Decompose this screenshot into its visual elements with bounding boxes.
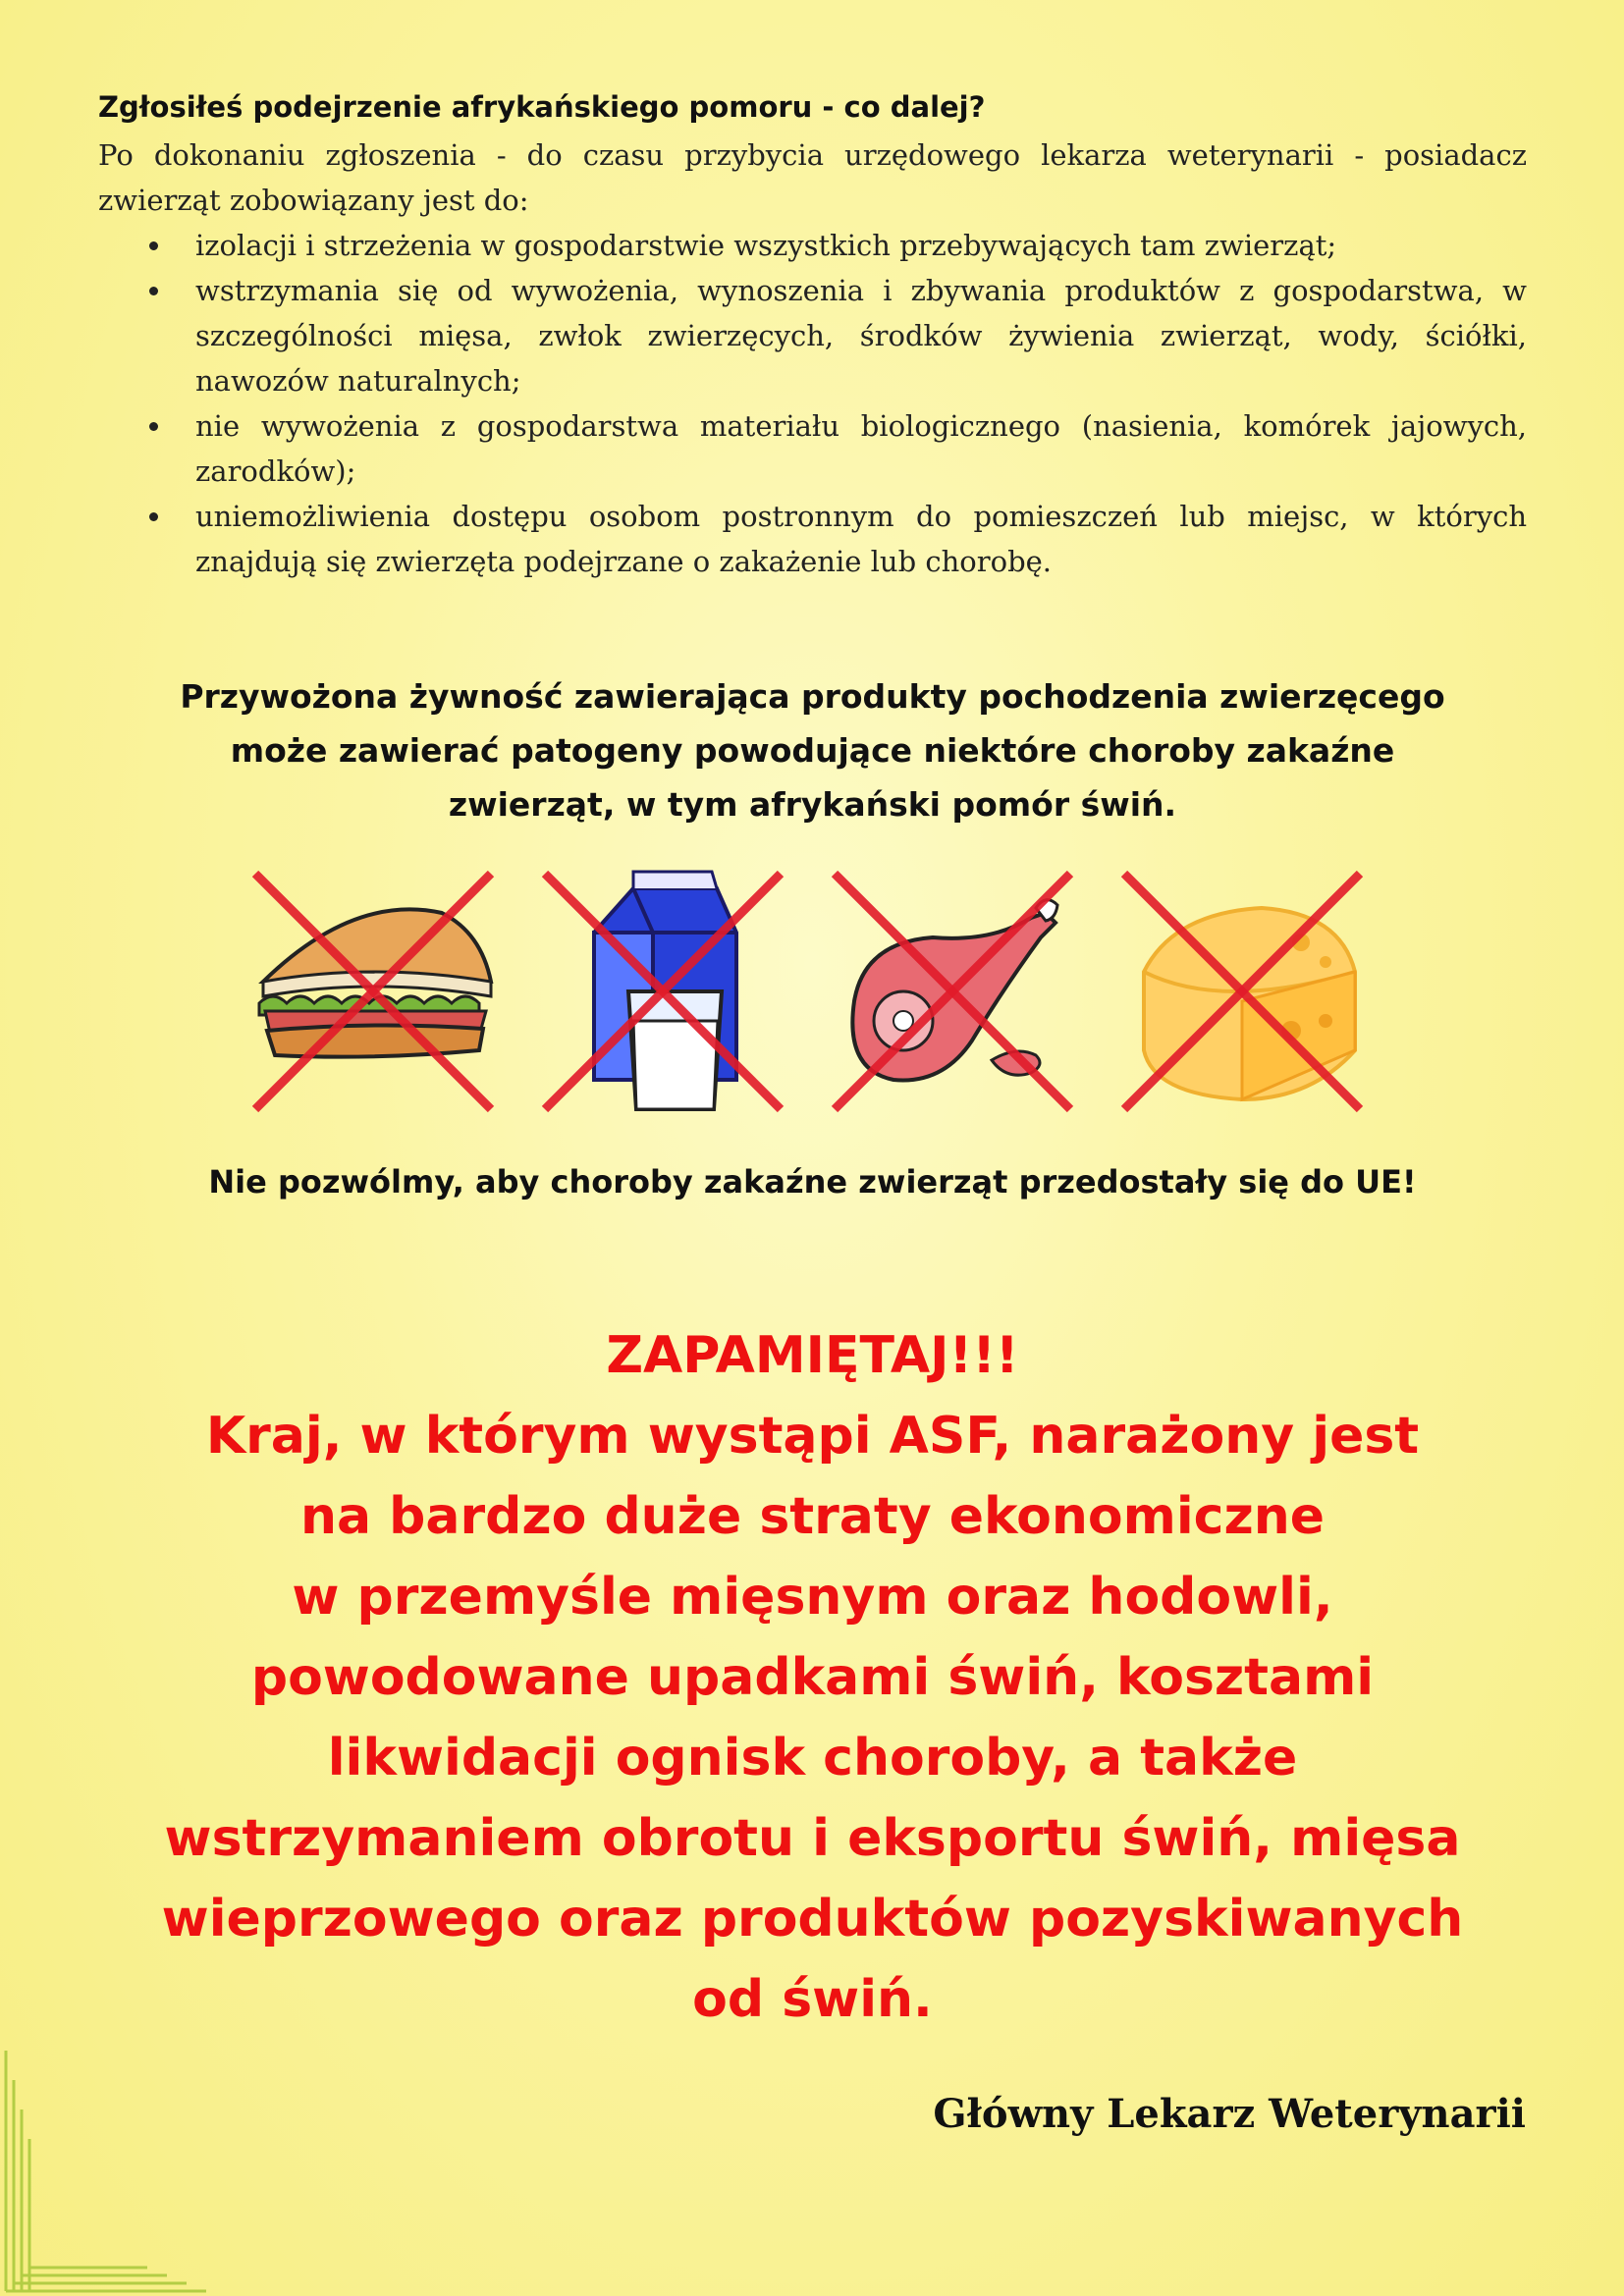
bullet-icon xyxy=(149,287,158,295)
remember-heading: ZAPAMIĘTAJ!!! xyxy=(606,1326,1019,1385)
list-item xyxy=(149,223,1527,268)
remember-line: od świń. xyxy=(692,1970,933,2029)
remember-block xyxy=(98,1315,1527,2040)
decorative-corner-frame xyxy=(0,2041,216,2296)
prohibited-food-icons xyxy=(245,864,1384,1119)
remember-line: Kraj, w którym wystąpi ASF, narażony jest xyxy=(205,1407,1420,1466)
section-title: Zgłosiłeś podejrzenie afrykańskiego pomoru - co dalej? xyxy=(98,90,986,124)
remember-line: w przemyśle mięsnym oraz hodowli, xyxy=(292,1568,1333,1627)
bullet-icon xyxy=(149,241,158,250)
remember-line: wstrzymaniem obrotu i eksportu świń, mięsa xyxy=(164,1809,1461,1868)
bullet-icon xyxy=(149,512,158,521)
food-warning xyxy=(98,669,1527,831)
warning-line: może zawierać patogeny powodujące niektóre choroby zakaźne xyxy=(230,731,1395,770)
warning-line: Przywożona żywność zawierająca produkty pochodzenia zwierzęcego xyxy=(180,677,1445,716)
intro-paragraph: Po dokonaniu zgłoszenia - do czasu przybycia urzędowego lekarza weterynarii - posiadacz zwierząt zobowiązany jest do: xyxy=(98,138,1527,217)
remember-line: likwidacji ognisk choroby, a także xyxy=(327,1729,1298,1788)
ham-icon xyxy=(825,864,1080,1119)
list-item-text: uniemożliwienia dostępu osobom postronnym do pomieszczeń lub miejsc, w których znajdują się zwierzęta podejrzane o zakażenie lub chorobę. xyxy=(195,500,1527,578)
remember-line: na bardzo duże straty ekonomiczne xyxy=(299,1487,1326,1546)
obligations-list xyxy=(149,223,1527,584)
bullet-icon xyxy=(149,422,158,431)
milk-icon xyxy=(535,864,790,1119)
list-item-text: izolacji i strzeżenia w gospodarstwie wszystkich przebywających tam zwierząt; xyxy=(195,229,1337,262)
list-item xyxy=(149,403,1527,494)
sandwich-icon xyxy=(245,864,501,1119)
warning-line: zwierząt, w tym afrykański pomór świń. xyxy=(448,785,1177,824)
list-item xyxy=(149,494,1527,584)
remember-line: wieprzowego oraz produktów pozyskiwanych xyxy=(161,1890,1464,1949)
list-item-text: nie wywożenia z gospodarstwa materiału biologicznego (nasienia, komórek jajowych, zarodków); xyxy=(195,409,1527,488)
eu-slogan: Nie pozwólmy, aby choroby zakaźne zwierząt przedostały się do UE! xyxy=(208,1163,1417,1201)
cheese-icon xyxy=(1114,864,1370,1119)
signature: Główny Lekarz Weterynarii xyxy=(933,2091,1526,2137)
list-item xyxy=(149,268,1527,403)
remember-line: powodowane upadkami świń, kosztami xyxy=(250,1648,1375,1707)
list-item-text: wstrzymania się od wywożenia, wynoszenia i zbywania produktów z gospodarstwa, w szczególności mięsa, zwłok zwierzęcych, środków żywienia zwierząt, wody, ściółki, nawozów naturalnych; xyxy=(195,274,1527,398)
